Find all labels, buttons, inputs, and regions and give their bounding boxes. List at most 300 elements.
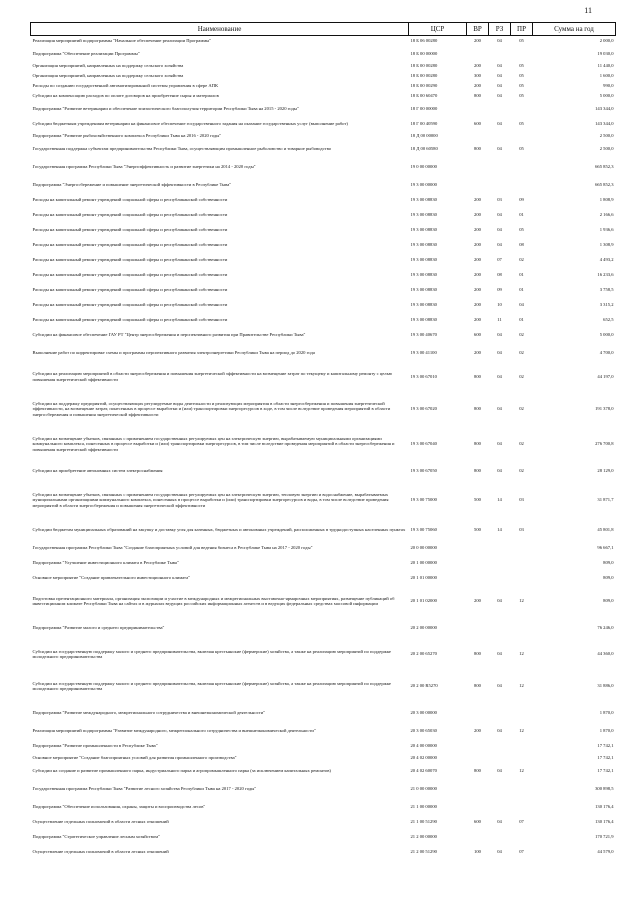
row-vr-cell: 600 [474, 120, 481, 126]
row-sum-cell: 76 246,0 [597, 624, 614, 630]
row-rz-cell: 04 [497, 683, 502, 689]
row-sum-cell: 11 440,0 [597, 63, 614, 69]
row-rz-cell: 04 [497, 373, 502, 379]
table-row [31, 327, 616, 342]
row-pr-cell: 02 [519, 467, 524, 473]
row-name-cell: Расходы на капитальный ремонт учреждений социальной сферы и республиканской собственности [32, 316, 228, 322]
row-pr-cell: 02 [519, 331, 524, 337]
row-name-cell: Расходы по созданию государственной автоматизированной системы управления в сфере АПК [32, 83, 219, 89]
row-rz-cell: 04 [497, 598, 502, 604]
row-name-cell: Расходы на капитальный ремонт учреждений социальной сферы и республиканской собственности [32, 286, 228, 292]
row-csr-cell: 19 3 00 75000 [410, 497, 437, 503]
row-vr-cell: 800 [474, 145, 481, 151]
row-pr-cell: 05 [519, 73, 524, 79]
row-pr-cell [511, 702, 533, 723]
row-csr-cell: 19 3 00 08830 [410, 211, 437, 217]
row-sum-cell: 143 344,0 [595, 105, 614, 111]
table-row [31, 237, 616, 252]
table-row [31, 460, 616, 481]
row-csr-cell: 19 3 00 67020 [410, 406, 437, 412]
row-vr-cell: 100 [474, 848, 481, 854]
row-vr-cell [467, 753, 489, 763]
row-sum-cell: 2 500,0 [599, 145, 614, 151]
row-vr-cell [467, 702, 489, 723]
row-pr-cell [511, 738, 533, 753]
row-name-cell: Субсидии бюджетам муниципальных образований на закупку и доставку угля для казенных, бюджетных и автономных учреждений, расположенных в труднодоступных населенных пунктах [32, 526, 406, 532]
row-rz-cell: 04 [497, 73, 502, 79]
row-rz-cell [489, 156, 511, 177]
row-pr-cell: 05 [519, 83, 524, 89]
row-csr-cell: 18 Б 00 00290 [410, 83, 438, 89]
row-pr-cell [511, 101, 533, 116]
row-rz-cell [489, 555, 511, 570]
row-vr-cell: 800 [474, 406, 481, 412]
row-pr-cell: 01 [519, 271, 524, 277]
row-name-cell: Подпрограмма "Стратегическое управление лесным хозяйством" [32, 833, 160, 839]
row-pr-cell: 03 [519, 526, 524, 532]
row-csr-cell: 19 3 00 08830 [410, 271, 437, 277]
row-vr-cell: 200 [474, 256, 481, 262]
table-row [31, 481, 616, 519]
row-csr-cell: 21 1 00 00000 [410, 803, 437, 809]
row-rz-cell: 09 [497, 286, 502, 292]
row-csr-cell: 19 3 00 08830 [410, 316, 437, 322]
table-row [31, 116, 616, 131]
row-vr-cell: 300 [474, 73, 481, 79]
row-sum-cell: 4 493,2 [599, 256, 614, 262]
row-rz-cell [489, 540, 511, 555]
row-pr-cell: 12 [519, 727, 524, 733]
row-rz-cell: 04 [497, 331, 502, 337]
header-rz: РЗ [489, 23, 511, 36]
row-name-cell: Субсидии на государственную поддержку малого и среднего предпринимательства, включая крестьянские (фермерские) хозяйства, а также на реализацию мероприятий по поддержке молодежного предпринимательства [32, 680, 391, 691]
row-pr-cell: 05 [519, 93, 524, 99]
row-sum-cell: 143 344,0 [595, 120, 614, 126]
table-row [31, 519, 616, 540]
row-vr-cell [467, 540, 489, 555]
row-csr-cell: 20 2 00 R5270 [410, 683, 438, 689]
row-sum-cell: 809,0 [603, 574, 614, 580]
row-csr-cell: 18 Б 00 00280 [410, 73, 438, 79]
row-name-cell: Реализация мероприятий подпрограммы "Начальное обеспечение реализации Программы" [32, 38, 212, 44]
row-name-cell: Субсидии на приобретение автономных систем электроснабжения [32, 467, 163, 473]
table-row [31, 723, 616, 738]
header-sum: Сумма на год [533, 23, 616, 36]
row-pr-cell: 04 [519, 301, 524, 307]
row-vr-cell: 200 [474, 316, 481, 322]
row-vr-cell [467, 799, 489, 814]
row-sum-cell: 1 808,9 [599, 196, 614, 202]
row-rz-cell [489, 131, 511, 141]
row-csr-cell: 19 3 00 08830 [410, 301, 437, 307]
row-sum-cell: 5 000,0 [599, 331, 614, 337]
row-vr-cell: 200 [474, 196, 481, 202]
row-rz-cell [489, 617, 511, 638]
row-vr-cell: 200 [474, 226, 481, 232]
table-header-row [31, 23, 616, 36]
row-name-cell: Организация мероприятий, направленных на поддержку сельского хозяйства [32, 63, 184, 69]
row-vr-cell: 800 [474, 767, 481, 773]
row-pr-cell: 01 [519, 211, 524, 217]
row-name-cell: Субсидии на возмещение убытков, связанных с применением государственных регулируемых цен на электрическую энергию, вырабатываемую муниципальными организациями коммунального комплекса, понесенных в процессе выработки и (или) транспортировки энергоресурсов, в том числе вследствие проведения мероприятий в области энергосбережения и повышения энергетической эффективности [32, 436, 395, 452]
row-vr-cell: 200 [474, 38, 481, 44]
row-sum-cell: 1 870,0 [599, 709, 614, 715]
row-pr-cell: 07 [519, 818, 524, 824]
row-sum-cell: 809,0 [603, 598, 614, 604]
table-row [31, 36, 616, 47]
row-sum-cell: 44 360,0 [597, 651, 614, 657]
row-rz-cell: 04 [497, 120, 502, 126]
table-row [31, 91, 616, 101]
row-sum-cell: 17 742,1 [597, 767, 614, 773]
row-pr-cell [511, 46, 533, 61]
row-rz-cell: 04 [497, 83, 502, 89]
row-sum-cell: 44 579,0 [597, 848, 614, 854]
row-csr-cell: 19 0 00 00000 [410, 163, 437, 169]
table-row [31, 617, 616, 638]
row-rz-cell: 04 [497, 145, 502, 151]
row-csr-cell: 19 3 00 00000 [410, 181, 437, 187]
row-rz-cell: 04 [497, 818, 502, 824]
row-csr-cell: 20 2 00 65270 [410, 651, 437, 657]
table-row [31, 156, 616, 177]
table-row [31, 814, 616, 829]
row-name-cell: Субсидии на финансовое обеспечение ГАУ РТ "Центр энергосбережения и перспективного развития при Правительстве Республики Тыва" [32, 331, 306, 337]
row-sum-cell: 1 600,0 [599, 73, 614, 79]
row-vr-cell [467, 555, 489, 570]
row-vr-cell: 200 [474, 271, 481, 277]
row-pr-cell [511, 799, 533, 814]
row-pr-cell: 02 [519, 349, 524, 355]
header-vr: ВР [467, 23, 489, 36]
row-name-cell: Субсидии на реализацию мероприятий в области энергосбережения и повышения энергетической эффективности на возмещение затрат по текущему и капитальному ремонту с целью повышения энергетической эффективности [32, 371, 393, 382]
row-csr-cell: 18 Б 00 60470 [410, 93, 438, 99]
row-name-cell: Субсидии на компенсацию расходов по оплате договоров на приобретение сырья и материалов [32, 93, 219, 99]
row-csr-cell: 19 3 00 67050 [410, 467, 437, 473]
row-vr-cell: 800 [474, 373, 481, 379]
row-pr-cell: 12 [519, 598, 524, 604]
row-vr-cell: 200 [474, 598, 481, 604]
table-row [31, 81, 616, 91]
table-row [31, 101, 616, 116]
row-vr-cell: 800 [474, 683, 481, 689]
row-name-cell: Государственная программа Республики Тыва "Энергоэффективность и развитие энергетики на 2014 - 2020 годы" [32, 163, 256, 169]
row-rz-cell: 04 [497, 467, 502, 473]
row-name-cell: Подпрограмма "Развитие промышленности в Республике Тыва" [32, 742, 158, 748]
row-name-cell: Подпрограмма "Обеспечение использования, охраны, защиты и воспроизводства лесов" [32, 803, 206, 809]
row-pr-cell: 01 [519, 286, 524, 292]
row-rz-cell: 04 [497, 651, 502, 657]
row-name-cell: Субсидии бюджетным учреждениям ветеринарии на финансовое обеспечение государственного задания на оказание государственных услуг (выполнение работ) [32, 120, 348, 126]
row-pr-cell: 02 [519, 373, 524, 379]
row-vr-cell [467, 156, 489, 177]
table-row [31, 312, 616, 327]
row-csr-cell: 19 3 00 08830 [410, 226, 437, 232]
table-row [31, 141, 616, 156]
row-pr-cell [511, 753, 533, 763]
row-rz-cell: 04 [497, 211, 502, 217]
row-csr-cell: 21 0 00 00000 [410, 785, 437, 791]
row-pr-cell: 12 [519, 683, 524, 689]
row-pr-cell: 05 [519, 145, 524, 151]
row-csr-cell: 20 1 01 00000 [410, 574, 437, 580]
row-name-cell: Субсидии на поддержку предприятий, осуществляющих регулируемые виды деятельности и реализующих мероприятия в области энергосбережения и повышения энергетической эффективности, на возмещение затрат, понесенных в процессе выработки и (или) транспортировки энергоресурсов в ходе, в том числе вследствие проведения мероприятий в области энергосбережения и повышения энергетической эффективности [32, 401, 391, 417]
row-sum-cell: 665 852,3 [595, 181, 614, 187]
row-csr-cell: 18 Д 00 00000 [410, 133, 438, 139]
row-csr-cell: 20 4 00 00000 [410, 742, 437, 748]
row-name-cell: Расходы на капитальный ремонт учреждений социальной сферы и республиканской собственности [32, 271, 228, 277]
row-sum-cell: 3 758,5 [599, 286, 614, 292]
row-vr-cell [467, 131, 489, 141]
row-csr-cell: 20 3 00 65030 [410, 727, 437, 733]
row-rz-cell [489, 799, 511, 814]
page-number: 11 [584, 6, 592, 15]
row-name-cell: Подпрограмма "Развитие ветеринарии и обеспечение эпизоотического благополучия территории Республики Тыва на 2015 - 2020 годы" [32, 105, 299, 111]
row-rz-cell: 04 [497, 241, 502, 247]
table-row [31, 778, 616, 799]
row-name-cell: Выполнение работ по корректировке схемы и программы перспективного развития электроэнергетики Республики Тыва на период до 2020 года [32, 349, 315, 355]
row-name-cell: Государственная программа Республики Тыва "Развитие лесного хозяйства Республики Тыва на 2017 - 2020 годы" [32, 785, 257, 791]
row-pr-cell: 05 [519, 120, 524, 126]
row-pr-cell: 12 [519, 767, 524, 773]
row-sum-cell: 130 176,4 [595, 803, 614, 809]
table-row [31, 342, 616, 363]
row-pr-cell: 02 [519, 256, 524, 262]
row-sum-cell: 300 898,5 [595, 785, 614, 791]
table-row [31, 428, 616, 460]
row-rz-cell: 04 [497, 226, 502, 232]
header-pr: ПР [511, 23, 533, 36]
table-row [31, 585, 616, 617]
row-rz-cell [489, 702, 511, 723]
row-name-cell: Субсидии на государственную поддержку малого и среднего предпринимательства, включая крестьянские (фермерские) хозяйства, а также на реализацию мероприятий по поддержке молодежного предпринимательства [32, 648, 391, 659]
row-sum-cell: 3 315,2 [599, 301, 614, 307]
row-vr-cell [467, 177, 489, 192]
row-rz-cell: 11 [497, 316, 502, 322]
row-name-cell: Расходы на капитальный ремонт учреждений социальной сферы и республиканской собственности [32, 196, 228, 202]
row-vr-cell: 200 [474, 63, 481, 69]
row-csr-cell: 20 2 00 00000 [410, 624, 437, 630]
row-name-cell: Подпрограмма "Обеспечение реализации Программы" [32, 50, 140, 56]
table-row [31, 282, 616, 297]
row-sum-cell: 1 936,6 [599, 226, 614, 232]
table-row [31, 71, 616, 81]
row-name-cell: Расходы на капитальный ремонт учреждений социальной сферы и республиканской собственности [32, 256, 228, 262]
row-pr-cell: 05 [519, 38, 524, 44]
row-name-cell: Основное мероприятие "Создание привлекательного инвестиционного климата" [32, 574, 191, 580]
row-csr-cell: 21 2 00 51290 [410, 848, 437, 854]
table-row [31, 829, 616, 844]
row-csr-cell: 19 3 00 08830 [410, 196, 437, 202]
row-sum-cell: 2 000,0 [599, 38, 614, 44]
row-rz-cell [489, 177, 511, 192]
row-sum-cell: 1 870,0 [599, 727, 614, 733]
row-rz-cell: 10 [497, 301, 502, 307]
row-name-cell: Расходы на капитальный ремонт учреждений социальной сферы и республиканской собственности [32, 241, 228, 247]
row-vr-cell [467, 738, 489, 753]
row-vr-cell: 200 [474, 349, 481, 355]
row-sum-cell: 16 233,6 [597, 271, 614, 277]
row-vr-cell: 200 [474, 83, 481, 89]
row-sum-cell: 17 742,1 [597, 755, 614, 761]
row-csr-cell: 19 3 00 08830 [410, 286, 437, 292]
row-name-cell: Подпрограмма "Развитие рыбохозяйственного комплекса Республики Тыва на 2016 - 2020 годы" [32, 133, 222, 139]
row-csr-cell: 20 1 00 00000 [410, 559, 437, 565]
row-csr-cell: 18 Б 00 00280 [410, 63, 438, 69]
row-rz-cell: 04 [497, 848, 502, 854]
row-pr-cell: 12 [519, 651, 524, 657]
row-rz-cell [489, 570, 511, 585]
row-pr-cell: 08 [519, 241, 524, 247]
row-sum-cell: 809,0 [603, 559, 614, 565]
row-pr-cell [511, 156, 533, 177]
row-csr-cell: 21 1 00 51290 [410, 818, 437, 824]
row-sum-cell: 2 500,0 [599, 133, 614, 139]
row-csr-cell: 18 Б 00 00000 [410, 50, 438, 56]
row-rz-cell [489, 101, 511, 116]
row-vr-cell: 500 [474, 526, 481, 532]
row-pr-cell: 07 [519, 848, 524, 854]
row-vr-cell: 200 [474, 301, 481, 307]
row-name-cell: Подготовка презентационного материала, организация экспозиции и участие в международных и межрегиональных выставочно-ярмарочных мероприятиях, размещение публикаций об инвестиционном климате Республики Тыва на сайтах и в журналах ведущих российских информационных агентств и в ведущих федеральных средствах массовой информации [32, 595, 395, 606]
row-name-cell: Основное мероприятие "Создание благоприятных условий для развития промышленного производства" [32, 755, 237, 761]
row-csr-cell: 20 4 02 60070 [410, 767, 437, 773]
table-row [31, 177, 616, 192]
row-vr-cell [467, 570, 489, 585]
row-pr-cell [511, 555, 533, 570]
row-vr-cell: 200 [474, 727, 481, 733]
row-pr-cell [511, 778, 533, 799]
row-pr-cell: 05 [519, 226, 524, 232]
row-vr-cell: 800 [474, 467, 481, 473]
table-row [31, 702, 616, 723]
table-row [31, 753, 616, 763]
row-csr-cell: 21 2 00 00000 [410, 833, 437, 839]
header-name: Наименование [31, 23, 409, 36]
row-csr-cell: 18 Г 00 00000 [410, 105, 438, 111]
row-name-cell: Государственная программа Республики Тыва "Создание благоприятных условий для ведения бизнеса в Республике Тыва на 2017 - 2020 годы" [32, 544, 313, 550]
row-sum-cell: 17 742,1 [597, 742, 614, 748]
row-rz-cell: 04 [497, 441, 502, 447]
table-row [31, 638, 616, 670]
row-vr-cell: 200 [474, 211, 481, 217]
row-vr-cell [467, 617, 489, 638]
row-sum-cell: 191 378,0 [595, 406, 614, 412]
row-csr-cell: 18 Г 00 40590 [410, 120, 438, 126]
row-rz-cell: 04 [497, 727, 502, 733]
row-name-cell: Субсидии на создание и развитие промышленного парка, индустриального парка и агропромышленного парка (за исключением капитальных ремонтов) [32, 767, 331, 773]
row-csr-cell: 20 3 00 00000 [410, 709, 437, 715]
table-row [31, 799, 616, 814]
table-row [31, 570, 616, 585]
row-sum-cell: 44 197,0 [597, 373, 614, 379]
row-sum-cell: 652,5 [603, 316, 614, 322]
row-vr-cell: 800 [474, 441, 481, 447]
row-rz-cell: 04 [497, 349, 502, 355]
row-vr-cell: 500 [474, 497, 481, 503]
row-rz-cell [489, 753, 511, 763]
row-pr-cell [511, 570, 533, 585]
row-rz-cell: 04 [497, 93, 502, 99]
row-rz-cell: 04 [497, 767, 502, 773]
table-row [31, 267, 616, 282]
row-pr-cell: 03 [519, 497, 524, 503]
row-rz-cell [489, 46, 511, 61]
row-vr-cell: 600 [474, 331, 481, 337]
row-pr-cell [511, 540, 533, 555]
row-name-cell: Организация мероприятий, направленных на поддержку сельского хозяйства [32, 73, 184, 79]
table-row [31, 222, 616, 237]
row-rz-cell [489, 829, 511, 844]
table-row [31, 46, 616, 61]
row-sum-cell: 276 700,8 [595, 441, 614, 447]
row-name-cell: Расходы на капитальный ремонт учреждений социальной сферы и республиканской собственности [32, 211, 228, 217]
row-vr-cell: 200 [474, 286, 481, 292]
row-csr-cell: 20 4 02 00000 [410, 755, 437, 761]
table-row [31, 207, 616, 222]
row-name-cell: Осуществление отдельных полномочий в области лесных отношений [32, 818, 169, 824]
row-csr-cell: 18 Д 00 60580 [410, 145, 438, 151]
row-vr-cell [467, 101, 489, 116]
row-csr-cell: 18 Б 06 00280 [410, 38, 438, 44]
row-name-cell: Расходы на капитальный ремонт учреждений социальной сферы и республиканской собственности [32, 301, 228, 307]
row-sum-cell: 31 871,7 [597, 497, 614, 503]
row-pr-cell [511, 131, 533, 141]
table-row [31, 297, 616, 312]
row-sum-cell: 31 886,0 [597, 683, 614, 689]
row-pr-cell: 09 [519, 196, 524, 202]
row-name-cell: Государственная поддержка субъектам предпринимательства Республики Тыва, осуществляющим промышленное рыболовство и товарное рыбоводство [32, 145, 332, 151]
table-row [31, 555, 616, 570]
row-sum-cell: 28 129,0 [597, 467, 614, 473]
row-csr-cell: 19 3 00 41100 [410, 349, 437, 355]
row-vr-cell [467, 778, 489, 799]
row-vr-cell: 800 [474, 93, 481, 99]
row-rz-cell: 04 [497, 406, 502, 412]
row-csr-cell: 20 0 00 00000 [410, 544, 437, 550]
row-pr-cell: 02 [519, 406, 524, 412]
table-row [31, 252, 616, 267]
row-name-cell: Реализация мероприятий подпрограммы "Развитие международного, межрегионального сотрудничества и внешнеэкономической деятельности" [32, 727, 316, 733]
table-row [31, 131, 616, 141]
row-vr-cell: 200 [474, 241, 481, 247]
row-rz-cell: 04 [497, 63, 502, 69]
row-sum-cell: 170 721,9 [595, 833, 614, 839]
row-pr-cell [511, 617, 533, 638]
table-row [31, 844, 616, 859]
row-rz-cell: 03 [497, 196, 502, 202]
row-pr-cell: 05 [519, 63, 524, 69]
row-sum-cell: 990,0 [603, 83, 614, 89]
row-csr-cell: 19 3 00 67040 [410, 441, 437, 447]
row-name-cell: Подпрограмма "Развитие международного, межрегионального сотрудничества и внешнеэкономической деятельности" [32, 709, 266, 715]
row-sum-cell: 130 176,4 [595, 818, 614, 824]
row-vr-cell: 600 [474, 818, 481, 824]
row-name-cell: Осуществление отдельных полномочий в области лесных отношений [32, 848, 169, 854]
row-sum-cell: 1 308,9 [599, 241, 614, 247]
row-rz-cell: 14 [497, 526, 502, 532]
row-vr-cell: 800 [474, 651, 481, 657]
row-vr-cell [467, 46, 489, 61]
row-rz-cell [489, 778, 511, 799]
table-row [31, 61, 616, 71]
row-rz-cell: 07 [497, 256, 502, 262]
row-csr-cell: 19 3 00 67010 [410, 373, 437, 379]
row-name-cell: Подпрограмма "Развитие малого и среднего предпринимательства" [32, 624, 165, 630]
row-rz-cell: 14 [497, 497, 502, 503]
row-sum-cell: 2 166,6 [599, 211, 614, 217]
row-name-cell: Подпрограмма "Энергосбережение и повышение энергетической эффективности в Республике Тыва" [32, 181, 232, 187]
